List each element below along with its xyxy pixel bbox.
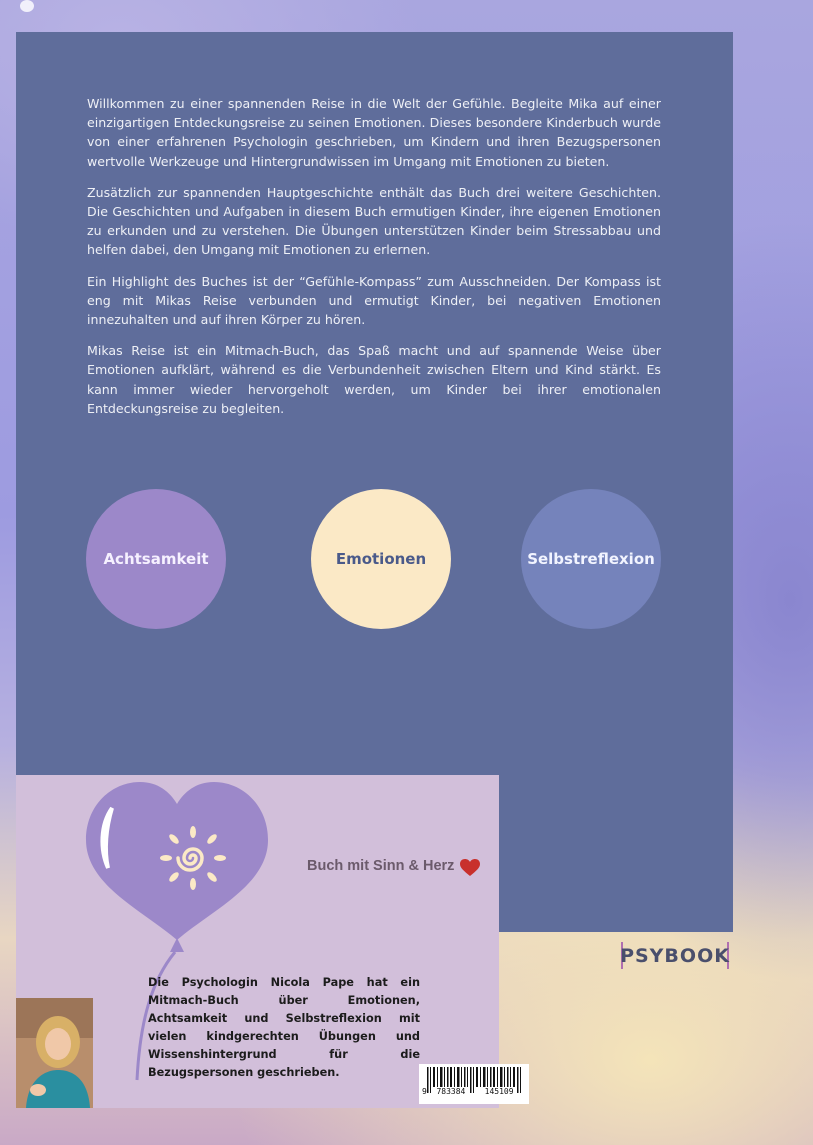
topic-label: Selbstreflexion xyxy=(527,550,655,568)
topic-circle-emotionen xyxy=(311,489,451,629)
barcode-digit-left: 9 xyxy=(422,1087,427,1096)
topic-label: Emotionen xyxy=(335,550,427,568)
topic-circle-achtsamkeit xyxy=(86,489,226,629)
topic-label: Achtsamkeit xyxy=(103,550,209,568)
topic-circle-selbstreflexion xyxy=(521,489,661,629)
barcode-digits-right: 145109 xyxy=(484,1087,514,1096)
intro-paragraph: Willkommen zu einer spannenden Reise in die Welt der Gefühle. Begleite Mika auf einer einzigartigen Entdeckungsreise zu seinen Emotionen. Dieses besondere Kinderbuch wurde von einer erfahrenen Psychologin geschrieben, um Kindern und ihren Bezugspersonen wertvolle Werkzeuge und Hintergrundwissen im Umgang mit Emotionen zu bieten. xyxy=(87,96,661,169)
barcode-digits-mid: 783384 xyxy=(436,1087,466,1096)
publisher-logo: PSYBOOK xyxy=(621,942,729,969)
barcode-digits xyxy=(422,1087,514,1096)
author-blurb: Die Psychologin Nicola Pape hat ein Mitmach-Buch über Emotionen, Achtsamkeit und Selbstreflexion mit vielen kindgerechten Übungen und Wissenshintergrund für die Bezugspersonen geschrieben. xyxy=(148,976,420,1079)
tagline: Buch mit Sinn & Herz xyxy=(307,858,455,874)
barcode xyxy=(419,1064,529,1104)
intro-paragraph: Zusätzlich zur spannenden Hauptgeschichte enthält das Buch drei weitere Geschichten. Die Geschichten und Aufgaben in diesem Buch ermutigen Kinder, ihre eigenen Emotionen zu erkunden und zu verstehen. Die Übungen unterstützen Kinder beim Stressabbau und helfen dabei, den Umgang mit Emotionen zu erlernen. xyxy=(87,184,661,258)
intro-paragraph: Ein Highlight des Buches ist der “Gefühle-Kompass” zum Ausschneiden. Der Kompass ist eng mit Mikas Reise verbunden und ermutigt Kinder, bei negativen Emotionen innezuhalten und auf ihren Körper zu hören. xyxy=(87,273,661,328)
heart-icon xyxy=(460,859,480,877)
intro-text xyxy=(87,94,661,430)
intro-paragraph: Mikas Reise ist ein Mitmach-Buch, das Spaß macht und auf spannende Weise über Emotionen aufklärt, während es die Verbundenheit zwischen Eltern und Kind stärkt. Es kann immer wieder hervorgeholt werden, um Kinder bei ihrer emotionalen Entdeckungsreise zu begleiten. xyxy=(87,343,661,416)
corner-dot xyxy=(20,0,34,12)
author-photo xyxy=(16,998,93,1108)
